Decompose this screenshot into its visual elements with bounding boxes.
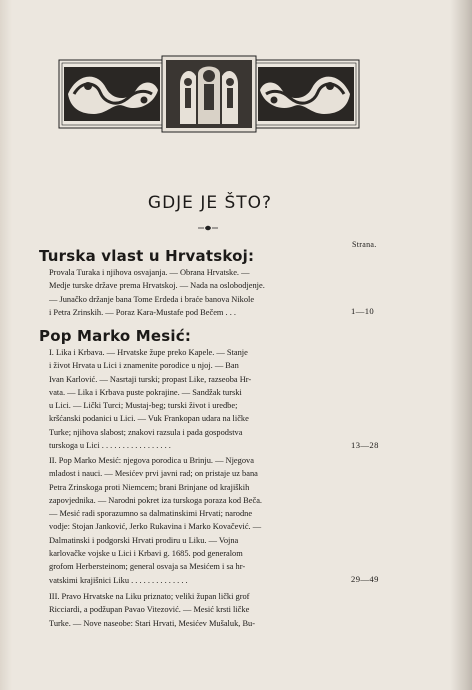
- toc-entry-2: [49, 346, 325, 452]
- page-edge-shadow: [450, 0, 472, 690]
- entry-line: vata. — Lika i Krbava puste pokrajine. — Sandžak turski: [49, 387, 242, 397]
- ornamental-headpiece: [58, 54, 360, 134]
- page-range: 1—10: [351, 306, 375, 316]
- entry-line: zapovjednika. — Narodni pokret iza turskoga poraza kod Beča.: [49, 495, 263, 505]
- entry-line: Turke; njihova slabost; znakovi razsula i pada gospodstva: [49, 427, 243, 437]
- entry-line: grofom Herbersteinom; general osvaja sa Mesićem i sa hr-: [49, 562, 246, 572]
- entry-line: i život Hrvata u Lici i znamenite porodice u njoj. — Ban: [49, 361, 239, 371]
- entry-line: Turke. — Nove naseobe: Stari Hrvati, Mesićev Mušaluk, Bu-: [49, 618, 256, 628]
- entry-line: mladost i nauci. — Mesićev prvi javni rad; on pristaje uz bana: [49, 469, 258, 479]
- entry-line: turskoga u Lici . . . . . . . . . . . . . . . . .: [49, 441, 171, 451]
- entry-line: Medje turske države prema Hrvatskoj. — Nada na oslobodjenje.: [49, 281, 265, 291]
- page-title: GDJE JE ŠTO?: [147, 193, 273, 213]
- toc-entry-3: [49, 454, 325, 587]
- entry-line: karlovačke vojske u Lici i Krbavi g. 1685. pod generalom: [49, 549, 243, 559]
- section-heading-pop-marko-mesic: Pop Marko Mesić:: [39, 327, 192, 345]
- entry-line: Dalmatinski i podgorski Hrvati prodiru u Liku. — Vojna: [49, 535, 239, 545]
- entry-line: I. Lika i Krbava. — Hrvatske župe preko Kapele. — Stanje: [49, 348, 248, 357]
- entry-line: — Mesić radi sporazumno sa dalmatinskimi Hrvati; narodne: [49, 509, 253, 519]
- entry-line: III. Pravo Hrvatske na Liku priznato; veliki župan lički grof: [49, 592, 250, 601]
- entry-line: — Junačko držanje bana Tome Erdeda i braće banova Nikole: [49, 294, 255, 304]
- entry-line: kršćanski podanici u Lici. — Vuk Frankopan udara na ličke: [49, 414, 249, 424]
- section-heading-turska-vlast: Turska vlast u Hrvatskoj:: [39, 247, 255, 265]
- entry-line: Ricciardi, a podžupan Pavao Vitezović. — Mesić krsti ličke: [49, 605, 250, 615]
- toc-entry-4: [49, 590, 325, 630]
- page-range: 13—28: [351, 440, 379, 450]
- entry-line: i Petra Zrinskih. — Poraz Kara-Mustafe pod Bečem . . .: [49, 307, 236, 317]
- toc-entry-1: [49, 266, 325, 319]
- entry-line: Ivan Karlović. — Nasrtaji turski; propast Like, razseoba Hr-: [49, 374, 252, 384]
- entry-line: Petra Zrinskoga proti Niemcem; brani Brinjane od krajiških: [49, 482, 250, 492]
- entry-line: Provala Turaka i njihova osvajanja. — Obrana Hrvatske. —: [49, 268, 250, 277]
- title-ornament-icon: [196, 224, 220, 232]
- strana-label: Strana.: [352, 240, 377, 249]
- page-range: 29—49: [351, 574, 379, 584]
- entry-line: vatskimi krajišnici Liku . . . . . . . . . . . . . .: [49, 575, 188, 585]
- entry-line: u Lici. — Lički Turci; Mustaj-beg; turski život i uredbe;: [49, 401, 238, 411]
- entry-line: vodje: Stojan Janković, Jerko Rukavina i Marko Kovačević. —: [49, 522, 262, 532]
- gutter-shadow: [0, 0, 12, 690]
- entry-line: II. Pop Marko Mesić: njegova porodica u Brinju. — Njegova: [49, 456, 254, 465]
